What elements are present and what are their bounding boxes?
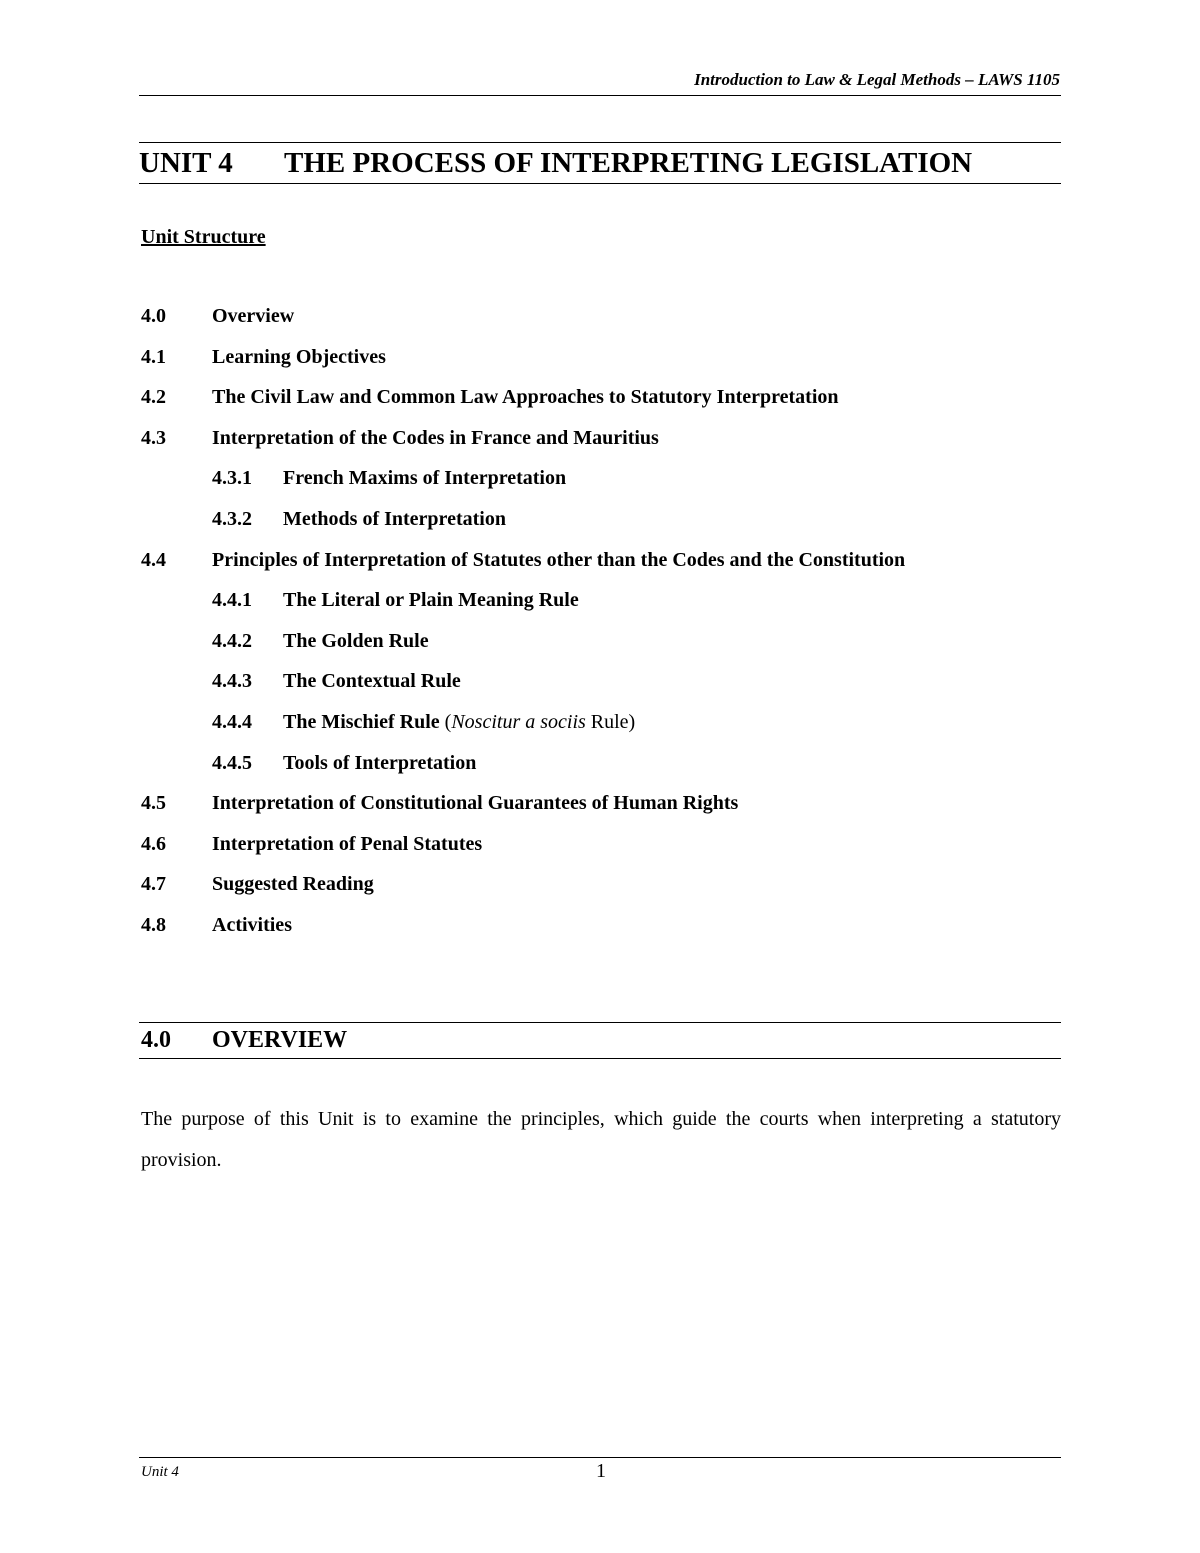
toc-label-latin-term: Noscitur a sociis bbox=[451, 710, 586, 733]
unit-number: UNIT 4 bbox=[139, 147, 233, 179]
toc-item bbox=[141, 386, 1061, 427]
toc-label-paren-open: ( bbox=[439, 710, 452, 733]
toc-number: 4.3.1 bbox=[212, 467, 252, 490]
toc-number: 4.4 bbox=[141, 548, 166, 571]
toc-label-paren-close: Rule) bbox=[585, 710, 636, 733]
toc-number: 4.4.5 bbox=[212, 751, 252, 774]
footer-unit-label: Unit 4 bbox=[141, 1464, 179, 1480]
toc-label: Principles of Interpretation of Statutes other than the Codes and the Constitution bbox=[212, 548, 906, 571]
toc-item bbox=[141, 549, 1061, 590]
toc-label: Tools of Interpretation bbox=[283, 751, 477, 774]
toc-subitem bbox=[141, 630, 1061, 671]
unit-title: THE PROCESS OF INTERPRETING LEGISLATION bbox=[284, 147, 973, 179]
toc-number: 4.5 bbox=[141, 792, 166, 815]
toc-item bbox=[141, 427, 1061, 468]
toc-number: 4.0 bbox=[141, 305, 166, 327]
toc-label: The Literal or Plain Meaning Rule bbox=[283, 589, 579, 612]
toc-subitem bbox=[141, 752, 1061, 793]
toc-number: 4.3 bbox=[141, 426, 166, 449]
overview-paragraph: The purpose of this Unit is to examine the principles, which guide the courts when interpreting a statutory provision. bbox=[141, 1108, 1061, 1171]
footer-rule bbox=[139, 1457, 1061, 1458]
running-header: Introduction to Law & Legal Methods – LAWS 1105 bbox=[694, 70, 1060, 89]
section-title: OVERVIEW bbox=[212, 1027, 348, 1053]
toc-item bbox=[141, 914, 1061, 955]
toc-label: Suggested Reading bbox=[212, 873, 374, 896]
toc-subitem bbox=[141, 670, 1061, 711]
toc-item bbox=[141, 833, 1061, 874]
toc-subitem bbox=[141, 467, 1061, 508]
header-rule bbox=[139, 95, 1061, 96]
toc-label-main: The Mischief Rule bbox=[283, 710, 440, 733]
toc-number: 4.1 bbox=[141, 345, 166, 368]
toc-label: Interpretation of Constitutional Guarantees of Human Rights bbox=[212, 792, 739, 815]
toc-item bbox=[141, 346, 1061, 387]
toc-label: Activities bbox=[212, 913, 292, 936]
toc-label: Learning Objectives bbox=[212, 345, 386, 368]
toc-label: Interpretation of Penal Statutes bbox=[212, 832, 483, 855]
toc-number: 4.6 bbox=[141, 832, 166, 855]
unit-title-block bbox=[139, 142, 1061, 184]
toc-label bbox=[283, 711, 635, 734]
toc-label: Overview bbox=[212, 305, 295, 327]
toc-subitem bbox=[141, 508, 1061, 549]
section-number: 4.0 bbox=[141, 1027, 171, 1053]
overview-heading-block bbox=[139, 1022, 1061, 1059]
toc-label: The Contextual Rule bbox=[283, 670, 461, 693]
toc-label: French Maxims of Interpretation bbox=[283, 467, 567, 490]
toc-item bbox=[141, 792, 1061, 833]
unit-structure-heading: Unit Structure bbox=[141, 226, 266, 248]
toc-number: 4.4.4 bbox=[212, 710, 252, 733]
toc-subitem bbox=[141, 589, 1061, 630]
toc-number: 4.2 bbox=[141, 386, 166, 409]
page-number: 1 bbox=[596, 1460, 606, 1482]
toc-number: 4.3.2 bbox=[212, 507, 252, 530]
toc-item bbox=[141, 305, 1061, 346]
toc-subitem bbox=[141, 711, 1061, 752]
toc-label: Interpretation of the Codes in France and Mauritius bbox=[212, 426, 659, 449]
toc-item bbox=[141, 873, 1061, 914]
toc-number: 4.7 bbox=[141, 873, 166, 896]
toc-label: The Golden Rule bbox=[283, 629, 429, 652]
toc-number: 4.4.3 bbox=[212, 670, 252, 693]
toc-label: Methods of Interpretation bbox=[283, 507, 506, 530]
toc-number: 4.8 bbox=[141, 913, 166, 936]
toc-number: 4.4.1 bbox=[212, 589, 252, 612]
toc-number: 4.4.2 bbox=[212, 629, 252, 652]
toc-label: The Civil Law and Common Law Approaches to Statutory Interpretation bbox=[212, 386, 839, 409]
table-of-contents bbox=[141, 305, 1061, 955]
